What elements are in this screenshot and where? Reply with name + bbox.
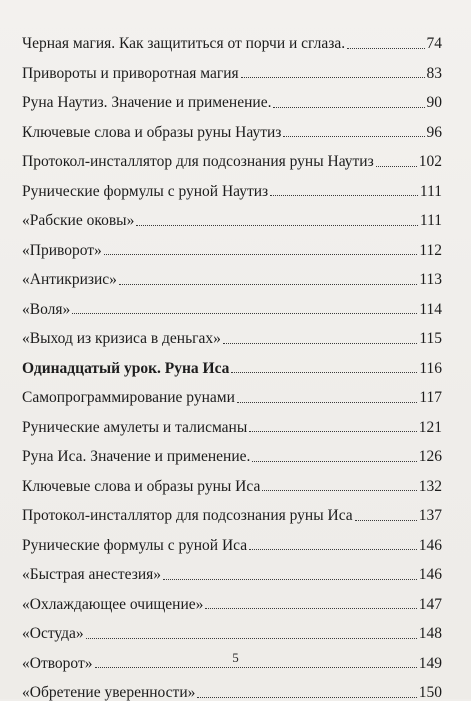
toc-entry-page: 146 <box>418 536 442 554</box>
toc-entry-title: «Быстрая анестезия» <box>22 566 162 583</box>
dot-leader <box>104 254 418 255</box>
dot-leader <box>262 490 416 491</box>
toc-entry <box>22 81 442 111</box>
toc-entry-title: Привороты и приворотная магия <box>22 64 239 82</box>
toc-entry <box>22 435 442 465</box>
toc-entry-title: Протокол-инсталлятор для подсознания руны Наутиз <box>22 153 374 170</box>
toc-entry-page: 83 <box>426 64 442 82</box>
toc-entry-page: 126 <box>418 448 442 465</box>
toc-entry <box>22 465 442 495</box>
dot-leader <box>197 697 416 698</box>
dot-leader <box>237 402 417 403</box>
toc-entry-page: 116 <box>419 359 442 377</box>
toc-entry <box>22 317 442 347</box>
dot-leader <box>205 608 416 609</box>
dot-leader <box>136 225 418 226</box>
toc-entry-title: Рунические формулы с руной Иса <box>22 536 248 554</box>
toc-entry-title: Ключевые слова и образы руны Иса <box>22 477 261 495</box>
toc-entry <box>22 583 442 613</box>
toc-entry-page: 112 <box>419 241 442 259</box>
toc-entry <box>22 288 442 318</box>
toc-entry-title: Рунические амулеты и талисманы <box>22 418 248 436</box>
toc-entry-page: 90 <box>426 94 442 111</box>
toc-entry-title: «Воля» <box>22 300 71 318</box>
toc-entry <box>22 553 442 583</box>
dot-leader <box>273 107 424 108</box>
toc-entry <box>22 111 442 141</box>
toc-entry-page: 150 <box>418 684 442 701</box>
toc-entry-page: 96 <box>426 123 442 141</box>
toc-entry <box>22 612 442 642</box>
toc-entry <box>22 671 442 701</box>
toc-entry-title: «Выход из кризиса в деньгах» <box>22 330 221 347</box>
dot-leader <box>249 431 416 432</box>
dot-leader <box>119 284 417 285</box>
toc-entry-page: 147 <box>418 595 442 613</box>
dot-leader <box>283 136 424 137</box>
toc-entry-title: Руна Наутиз. Значение и применение. <box>22 94 272 111</box>
toc-entry-page: 117 <box>419 389 442 406</box>
dot-leader <box>347 48 424 49</box>
toc-entry-page: 146 <box>418 566 442 583</box>
toc-entry-title: Руна Иса. Значение и применение. <box>22 448 251 465</box>
toc-entry-page: 111 <box>419 182 442 200</box>
toc-entry <box>22 494 442 524</box>
toc-entry <box>22 52 442 82</box>
toc-entry <box>22 170 442 200</box>
toc-entry-page: 111 <box>419 212 442 229</box>
toc-entry <box>22 347 442 377</box>
toc-entry-title: «Отворот» <box>22 654 93 672</box>
toc-entry <box>22 376 442 406</box>
toc-entry-title: «Приворот» <box>22 241 102 259</box>
dot-leader <box>376 166 417 167</box>
toc-entry <box>22 199 442 229</box>
toc-entry <box>22 229 442 259</box>
toc-entry-title: Ключевые слова и образы руны Наутиз <box>22 123 282 141</box>
toc-entry <box>22 22 442 52</box>
dot-leader <box>249 549 417 550</box>
toc-entry-page: 74 <box>426 35 442 52</box>
dot-leader <box>241 77 425 78</box>
toc-entry-page: 137 <box>418 507 442 524</box>
toc-entry-title: Одинадцатый урок. Руна Иса <box>22 359 230 377</box>
toc-entry <box>22 140 442 170</box>
toc-entry-title: «Обретение уверенности» <box>22 684 196 701</box>
toc-entry-title: «Рабские оковы» <box>22 212 135 229</box>
toc-entry <box>22 524 442 554</box>
dot-leader <box>223 343 417 344</box>
toc-entry-page: 132 <box>418 477 442 495</box>
table-of-contents <box>22 22 442 701</box>
toc-entry-page: 113 <box>419 271 442 288</box>
toc-entry-title: Протокол-инсталлятор для подсознания руны Иса <box>22 507 353 524</box>
toc-entry <box>22 406 442 436</box>
dot-leader <box>86 638 417 639</box>
toc-entry-page: 121 <box>418 418 442 436</box>
dot-leader <box>95 667 417 668</box>
page-number: 5 <box>232 650 239 665</box>
toc-entry-title: «Остуда» <box>22 625 84 642</box>
toc-entry-page: 148 <box>418 625 442 642</box>
dot-leader <box>72 313 417 314</box>
toc-entry-title: «Охлаждающее очищение» <box>22 595 204 613</box>
dot-leader <box>231 372 417 373</box>
toc-entry-title: Рунические формулы с руной Наутиз <box>22 182 269 200</box>
toc-entry-title: Самопрограммирование рунами <box>22 389 235 406</box>
toc-entry-page: 102 <box>418 153 442 170</box>
toc-entry-page: 149 <box>418 654 442 672</box>
toc-entry-page: 114 <box>419 300 442 318</box>
toc-entry-title: «Антикризис» <box>22 271 117 288</box>
toc-entry-title: Черная магия. Как защититься от порчи и сглаза. <box>22 35 346 52</box>
toc-entry-page: 115 <box>419 330 442 347</box>
dot-leader <box>355 520 417 521</box>
toc-entry <box>22 258 442 288</box>
dot-leader <box>252 461 416 462</box>
dot-leader <box>163 579 417 580</box>
dot-leader <box>270 195 418 196</box>
